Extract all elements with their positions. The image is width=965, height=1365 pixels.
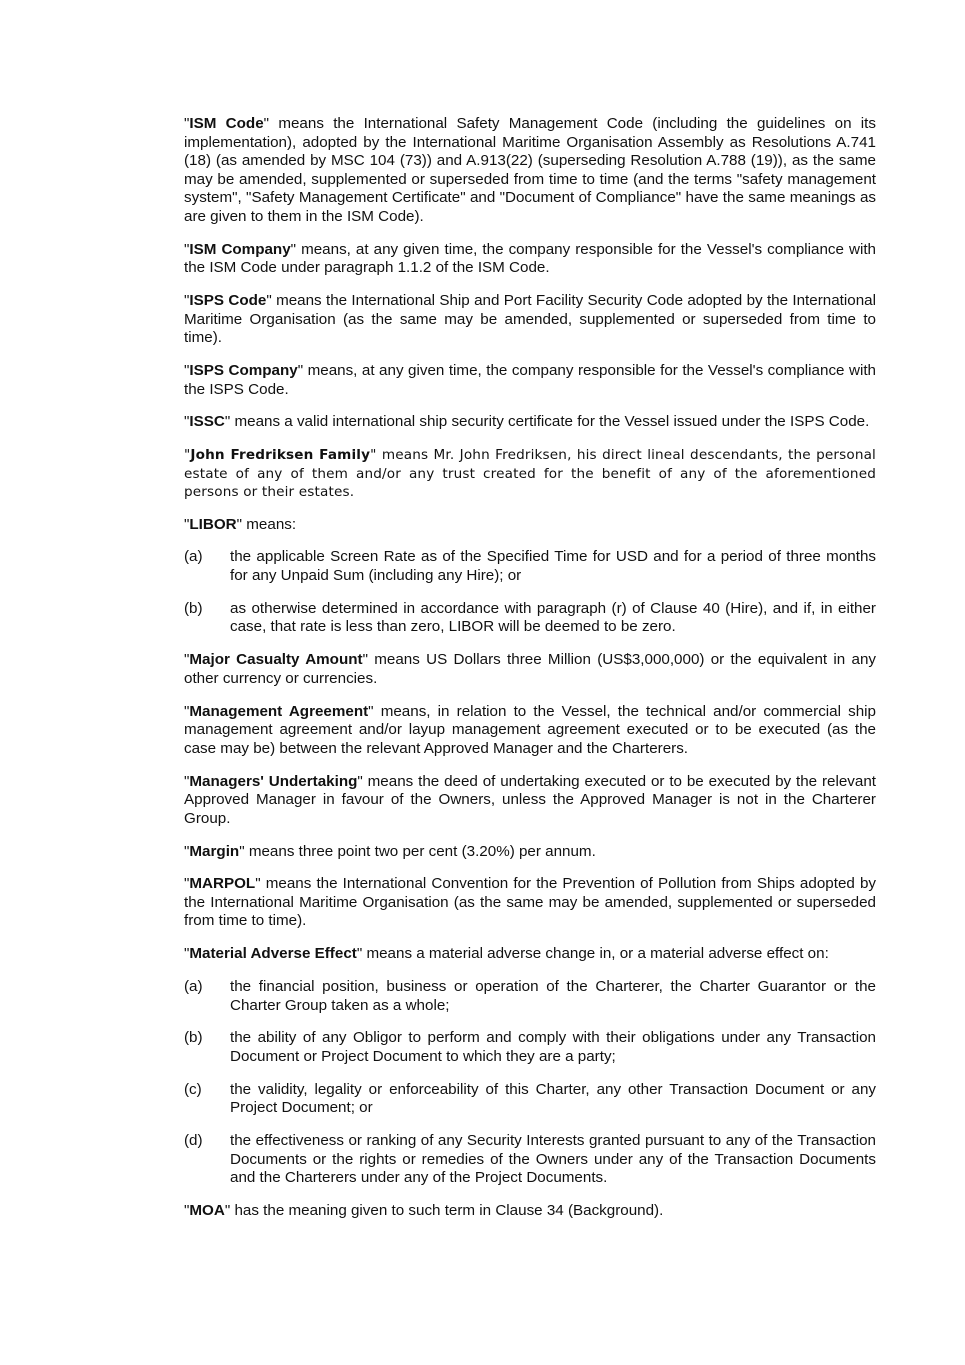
- definition-management-agreement: "Management Agreement" means, in relation to the Vessel, the technical and/or commercial ship management agreement and/or layup management agreement executed or to be executed (as the case may be) between the relevant Approved Manager and the Charterers.: [184, 702, 876, 757]
- item-text: the financial position, business or operation of the Charterer, the Charter Guarantor or the Charter Group taken as a whole;: [230, 978, 876, 1014]
- definition-text: means US Dollars three Million (US$3,000,000) or the equivalent in any other currency or currencies.: [184, 651, 876, 687]
- definition-text: means the International Safety Management Code (including the guidelines on its implementation), adopted by the International Maritime Organisation Assembly as Resolutions A.741 (18) (as amended by MSC 104 (73)) and A.913(22) (superseding Resolution A.788 (19)), as the same may be amended, supplemented or superseded from time to time (and the terms "safety management system", "Safety Management Certificate" and "Document of Compliance" have the same meanings as are given to them in the ISM Code).: [184, 115, 876, 225]
- definition-issc: "ISSC" means a valid international ship security certificate for the Vessel issued under the ISPS Code.: [184, 413, 870, 431]
- definition-ism-code: "ISM Code" means the International Safety Management Code (including the guidelines on its implementation), adopted by the International Maritime Organisation Assembly as Resolutions A.741 (18) (as amended by MSC 104 (73)) and A.913(22) (superseding Resolution A.788 (19)), as the same may be amended, supplemented or superseded from time to time (and the terms "safety management system", "Safety Management Certificate" and "Document of Compliance" have the same meanings as are given to them in the ISM Code).: [184, 115, 876, 225]
- item-number: (b): [184, 1029, 203, 1047]
- defined-term: Management Agreement: [189, 702, 369, 720]
- defined-term: ISPS Code: [189, 292, 267, 310]
- definition-john-fredriksen-family: "John Fredriksen Family" means Mr. John Fredriksen, his direct lineal descendants, the personal estate of any of them and/or any trust created for the benefit of any of the aforementioned persons or their estates.: [184, 447, 876, 501]
- defined-term: Material Adverse Effect: [189, 945, 357, 963]
- definition-managers-undertaking: "Managers' Undertaking" means the deed of undertaking executed or to be executed by the relevant Approved Manager in favour of the Owners, unless the Approved Manager is not in the Charterer Group.: [184, 772, 876, 827]
- definition-libor: "LIBOR" means:: [184, 515, 297, 533]
- definition-isps-code: "ISPS Code" means the International Ship and Port Facility Security Code adopted by the International Maritime Organisation (as the same may be amended, supplemented or superseded from time to time).: [184, 292, 876, 347]
- material-adverse-effect-item-a: [184, 978, 876, 1015]
- defined-term: LIBOR: [189, 515, 237, 533]
- item-number: (b): [184, 599, 203, 617]
- definition-text: means:: [242, 515, 297, 533]
- definition-text: has the meaning given to such term in Clause 34 (Background).: [230, 1202, 664, 1220]
- item-text: as otherwise determined in accordance with paragraph (r) of Clause 40 (Hire), and if, in either case, that rate is less than zero, LIBOR will be deemed to be zero.: [230, 599, 876, 636]
- definition-text: means Mr. John Fredriksen, his direct lineal descendants, the personal estate of any of them and/or any trust created for the benefit of any of the aforementioned persons or their estates.: [184, 447, 876, 501]
- definition-text: means the deed of undertaking executed or to be executed by the relevant Approved Manager in favour of the Owners, unless the Approved Manager is not in the Charterer Group.: [184, 772, 876, 827]
- definition-text: means the International Convention for the Prevention of Pollution from Ships adopted by the International Maritime Organisation (as the same may be amended, supplemented or superseded from time to time).: [184, 875, 876, 930]
- item-number: (c): [184, 1080, 202, 1098]
- material-adverse-effect-item-d: [184, 1132, 876, 1188]
- definition-text: means, in relation to the Vessel, the technical and/or commercial ship management agreement and/or layup management agreement executed or to be executed (as the case may be) between the relevant Approved Manager and the Charterers.: [184, 702, 876, 757]
- item-number: (a): [184, 548, 203, 566]
- definition-text: means the International Ship and Port Facility Security Code adopted by the International Maritime Organisation (as the same may be amended, supplemented or superseded from time to time).: [184, 292, 876, 347]
- definition-ism-company: "ISM Company" means, at any given time, the company responsible for the Vessel's compliance with the ISM Code under paragraph 1.1.2 of the ISM Code.: [184, 240, 876, 277]
- libor-item-a: [184, 548, 876, 585]
- defined-term: ISM Company: [189, 240, 291, 258]
- defined-term: Margin: [189, 842, 240, 860]
- item-text: the validity, legality or enforceability of this Charter, any other Transaction Document or any Project Document; or: [230, 1080, 876, 1117]
- item-text: the effectiveness or ranking of any Security Interests granted pursuant to any of the Transaction Documents or the rights or remedies of the Owners under any of the Transaction Documents and the Charterers under any of the Project Documents.: [230, 1132, 876, 1187]
- definition-text: means three point two per cent (3.20%) per annum.: [244, 842, 596, 860]
- definition-text: means, at any given time, the company responsible for the Vessel's compliance with the ISPS Code.: [184, 362, 876, 398]
- definition-text: means, at any given time, the company responsible for the Vessel's compliance with the ISM Code under paragraph 1.1.2 of the ISM Code.: [184, 240, 876, 277]
- definition-margin: "Margin" means three point two per cent (3.20%) per annum.: [184, 842, 596, 860]
- item-number: (d): [184, 1132, 203, 1150]
- defined-term: ISSC: [189, 413, 225, 431]
- defined-term: Managers' Undertaking: [189, 772, 358, 790]
- material-adverse-effect-item-c: [184, 1081, 876, 1118]
- definition-major-casualty-amount: "Major Casualty Amount" means US Dollars three Million (US$3,000,000) or the equivalent in any other currency or currencies.: [184, 651, 876, 687]
- defined-term: MARPOL: [189, 875, 256, 893]
- definition-marpol: "MARPOL" means the International Convention for the Prevention of Pollution from Ships adopted by the International Maritime Organisation (as the same may be amended, supplemented or superseded from time to time).: [184, 875, 876, 930]
- defined-term: ISM Code: [189, 115, 264, 132]
- definition-text: means a material adverse change in, or a material adverse effect on:: [362, 945, 829, 963]
- item-text: the ability of any Obligor to perform and comply with their obligations under any Transaction Document or Project Document to which they are a party;: [230, 1029, 876, 1065]
- item-number: (a): [184, 978, 203, 996]
- material-adverse-effect-item-b: [184, 1029, 876, 1066]
- document-page: [184, 115, 876, 1235]
- defined-term: Major Casualty Amount: [189, 651, 363, 669]
- defined-term: MOA: [189, 1202, 225, 1220]
- definition-material-adverse-effect: "Material Adverse Effect" means a material adverse change in, or a material adverse effect on:: [184, 945, 829, 963]
- item-text: the applicable Screen Rate as of the Specified Time for USD and for a period of three months for any Unpaid Sum (including any Hire); or: [230, 548, 876, 585]
- definition-text: means a valid international ship security certificate for the Vessel issued under the ISPS Code.: [230, 413, 870, 431]
- defined-term: ISPS Company: [189, 362, 298, 380]
- defined-term: John Fredriksen Family: [190, 447, 371, 464]
- definition-moa: "MOA" has the meaning given to such term in Clause 34 (Background).: [184, 1202, 664, 1220]
- libor-item-b: [184, 600, 876, 637]
- definition-isps-company: "ISPS Company" means, at any given time, the company responsible for the Vessel's compliance with the ISPS Code.: [184, 362, 876, 398]
